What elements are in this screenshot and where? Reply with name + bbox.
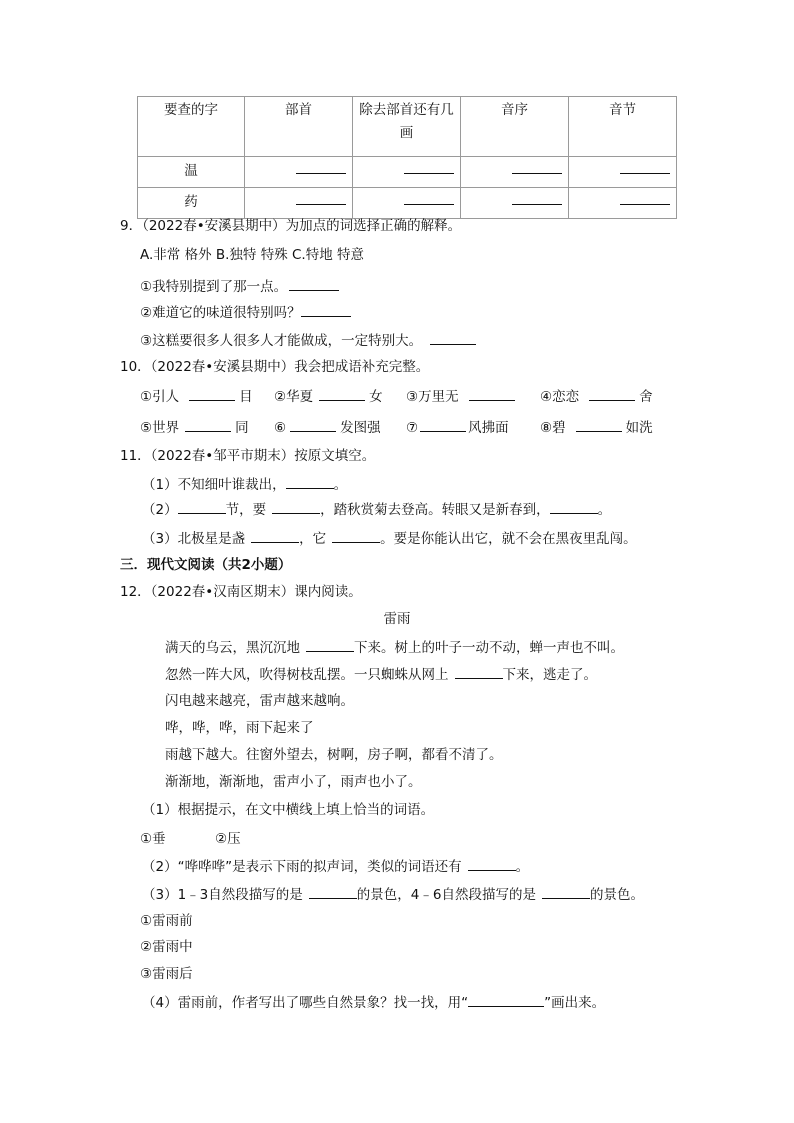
answer-blank[interactable] [272,499,320,514]
header-cell: 音序 [461,97,569,157]
answer-cell[interactable] [245,188,353,219]
table-row [138,188,677,219]
answer-blank[interactable] [420,417,466,432]
answer-blank[interactable] [455,664,503,679]
answer-blank[interactable] [332,528,380,543]
idiom-item: ①引人 目 [140,386,253,407]
row-char: 温 [138,157,245,188]
character-lookup-table [137,96,677,219]
subquestion-2: （2）“哗哗哗”是表示下雨的拟声词，类似的词语还有 。 [142,856,529,877]
answer-blank[interactable] [589,386,635,401]
answer-blank[interactable] [550,499,598,514]
q12-title: 12．（2022春•汉南区期末）课内阅读。 [120,584,362,600]
answer-cell[interactable] [353,157,461,188]
passage-paragraph: 渐渐地，渐渐地，雷声小了，雨声也小了。 [165,774,422,790]
header-cell: 音节 [569,97,677,157]
section-heading: 三．现代文阅读（共2小题） [120,557,292,573]
underline-mark [468,992,544,1007]
row-char: 药 [138,188,245,219]
answer-blank[interactable] [189,386,235,401]
passage-paragraph: 哗，哗，哗，雨下起来了 [165,720,314,736]
answer-blank[interactable] [289,276,339,291]
table-row [138,157,677,188]
answer-blank[interactable] [286,474,334,489]
scene-option: ③雷雨后 [140,966,193,982]
answer-cell[interactable] [569,157,677,188]
q11-title: 11．（2022春•邹平市期末）按原文填空。 [120,448,376,464]
subquestion-1: （1）根据提示，在文中横线上填上恰当的词语。 [142,802,435,818]
passage-title: 雷雨 [383,611,411,627]
word-option: ①垂 [140,831,166,847]
passage-paragraph: 忽然一阵大风，吹得树枝乱摆。一只蜘蛛从网上 下来，逃走了。 [165,664,597,685]
idiom-item: ⑧碧 如洗 [540,417,653,438]
answer-blank[interactable] [306,637,354,652]
q9-item: ③这糕要很多人很多人才能做成，一定特别大。 [140,330,476,351]
answer-blank[interactable] [469,386,515,401]
header-cell: 部首 [245,97,353,157]
header-cell: 要查的字 [138,97,245,157]
answer-cell[interactable] [569,188,677,219]
q9-item: ①我特别提到了那一点。 [140,276,339,297]
passage-paragraph: 雨越下越大。往窗外望去，树啊，房子啊，都看不清了。 [165,747,503,763]
answer-blank[interactable] [185,417,231,432]
q9-item: ②难道它的味道很特别吗？ [140,302,351,323]
answer-blank[interactable] [301,302,351,317]
idiom-item: ⑥ 发图强 [274,417,381,438]
q10-title: 10．（2022春•安溪县期中）我会把成语补充完整。 [120,359,430,375]
subquestion-4: （4）雷雨前，作者写出了哪些自然景象？找一找，用“ ”画出来。 [142,992,605,1013]
q11-line-3: （3）北极星是盏 ，它 。要是你能认出它，就不会在黑夜里乱闯。 [142,528,637,549]
q11-line-1: （1）不知细叶谁裁出， 。 [142,474,347,495]
idiom-item: ②华夏 女 [274,386,383,407]
idiom-item: ⑦ 风拂面 [406,417,509,438]
scene-option: ②雷雨中 [140,939,193,955]
answer-cell[interactable] [353,188,461,219]
answer-blank[interactable] [468,856,516,871]
subquestion-3: （3）1﹣3自然段描写的是 的景色，4﹣6自然段描写的是 的景色。 [142,884,644,905]
answer-blank[interactable] [576,417,622,432]
answer-cell[interactable] [245,157,353,188]
answer-blank[interactable] [178,499,226,514]
header-cell: 除去部首还有几画 [353,97,461,157]
answer-blank[interactable] [251,528,299,543]
answer-blank[interactable] [290,417,336,432]
passage-paragraph: 满天的乌云，黑沉沉地 下来。树上的叶子一动不动，蝉一声也不叫。 [165,637,624,658]
answer-cell[interactable] [461,157,569,188]
idiom-item: ⑤世界 同 [140,417,249,438]
q9-title: 9．（2022春•安溪县期中）为加点的词选择正确的解释。 [120,218,462,234]
word-option: ②压 [215,831,241,847]
idiom-item: ④恋恋 舍 [540,386,653,407]
answer-blank[interactable] [542,884,590,899]
q11-line-2: （2） 节，要 ，踏秋赏菊去登高。转眼又是新春到， 。 [142,499,611,520]
passage-paragraph: 闪电越来越亮，雷声越来越响。 [165,693,354,709]
idiom-item: ③万里无 [406,386,519,407]
table-header-row [138,97,677,157]
answer-blank[interactable] [319,386,365,401]
q9-options: A.非常 格外 B.独特 特殊 C.特地 特意 [140,247,365,263]
answer-blank[interactable] [309,884,357,899]
answer-cell[interactable] [461,188,569,219]
answer-blank[interactable] [430,330,476,345]
scene-option: ①雷雨前 [140,913,193,929]
